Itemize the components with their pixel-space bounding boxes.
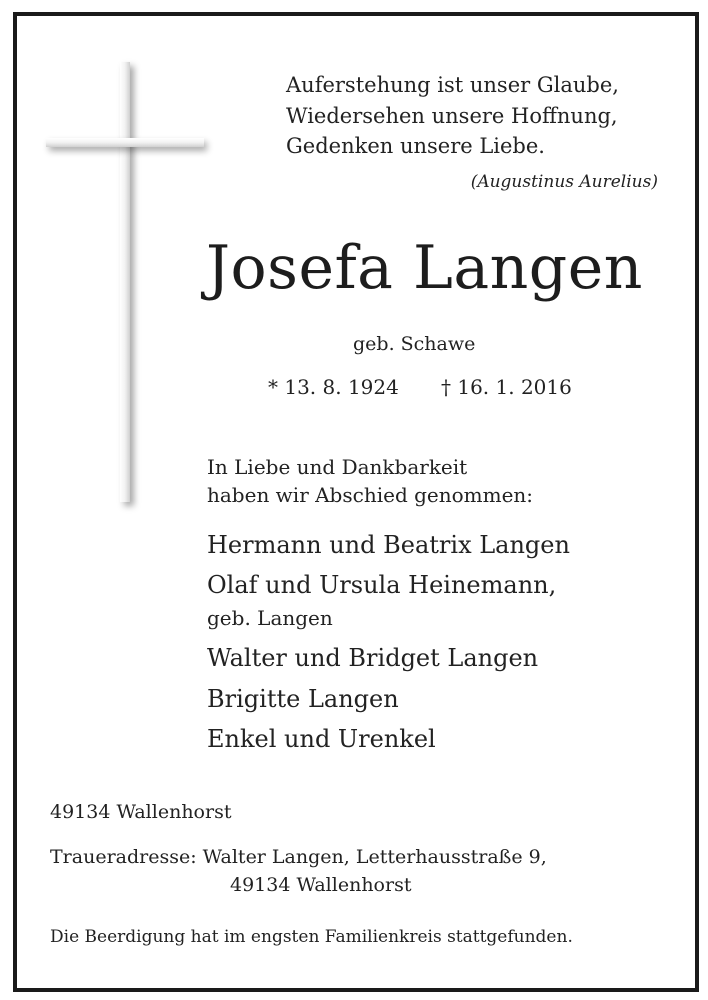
birth-name: geb. Schawe — [353, 333, 476, 355]
funeral-note: Die Beerdigung hat im engsten Familienkreis stattgefunden. — [50, 927, 573, 947]
family-entry: Brigitte Langen — [207, 685, 399, 713]
farewell-line: haben wir Abschied genommen: — [207, 483, 534, 507]
deceased-name: Josefa Langen — [206, 233, 643, 303]
location: 49134 Wallenhorst — [50, 801, 232, 823]
quote-line: Gedenken unsere Liebe. — [286, 134, 545, 158]
quote-line: Wiedersehen unsere Hoffnung, — [286, 104, 618, 128]
quote-author: (Augustinus Aurelius) — [470, 172, 658, 192]
family-entry: Enkel und Urenkel — [207, 725, 436, 753]
cross-horizontal-beam — [46, 138, 204, 147]
family-entry-sub: geb. Langen — [207, 606, 333, 630]
cross-vertical-beam — [120, 62, 130, 502]
farewell-line: In Liebe und Dankbarkeit — [207, 455, 468, 479]
family-entry: Hermann und Beatrix Langen — [207, 531, 570, 559]
family-entry: Walter und Bridget Langen — [207, 644, 539, 672]
birth-date: * 13. 8. 1924 — [268, 375, 399, 399]
quote-line: Auferstehung ist unser Glaube, — [286, 73, 619, 97]
death-date: † 16. 1. 2016 — [441, 375, 572, 399]
mourning-address-line1: Traueradresse: Walter Langen, Letterhausstraße 9, — [50, 846, 547, 868]
family-entry: Olaf und Ursula Heinemann, — [207, 571, 557, 599]
mourning-address-line2: 49134 Wallenhorst — [230, 874, 412, 896]
